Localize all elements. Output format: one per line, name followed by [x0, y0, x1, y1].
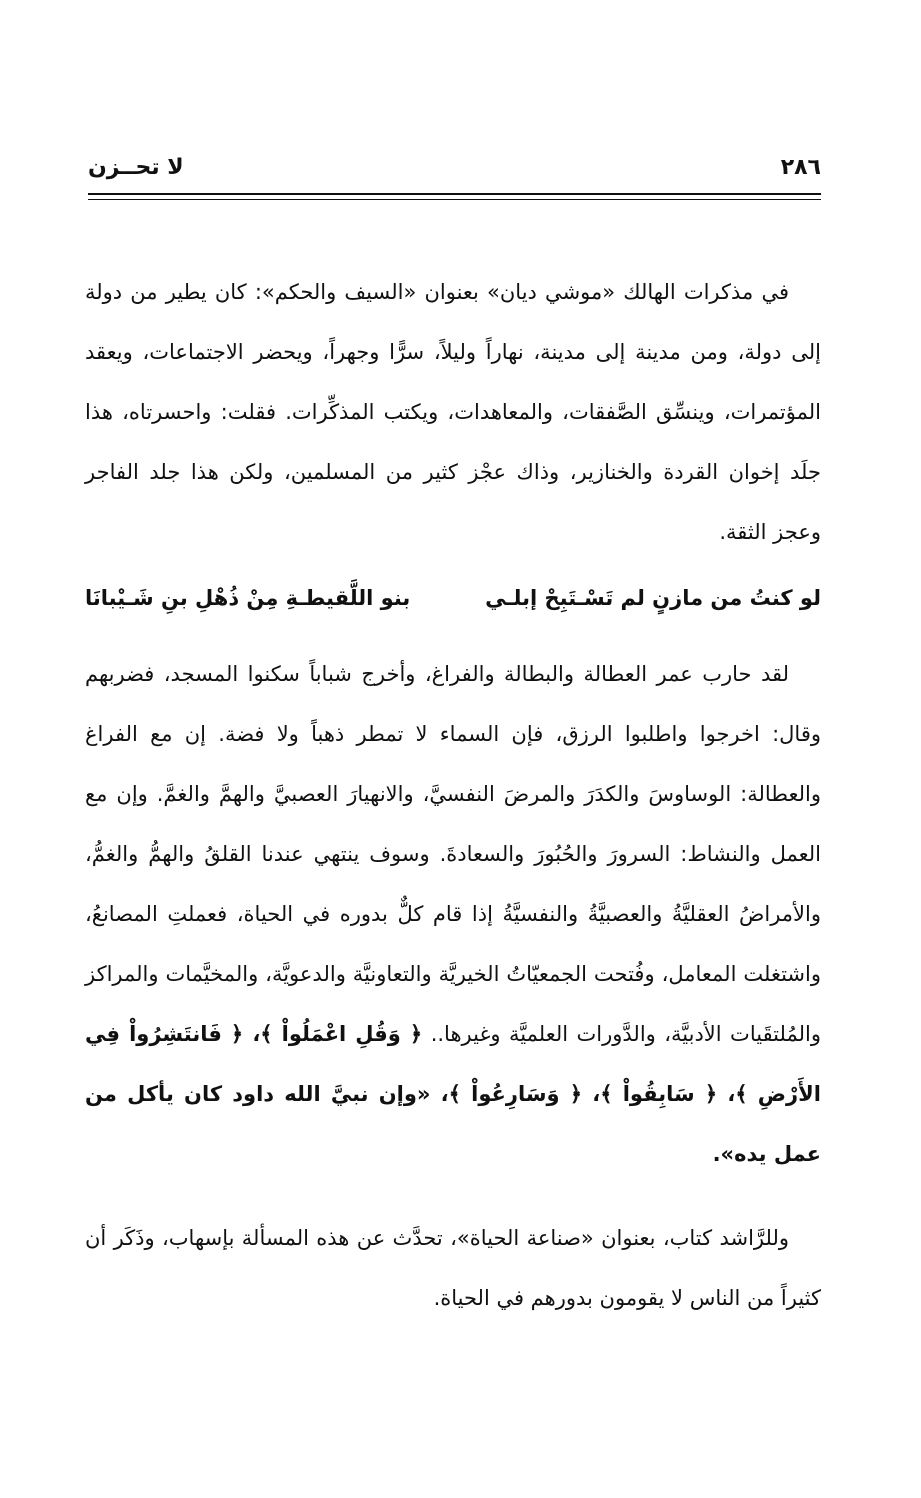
verse-hemistich-first: لو كنتُ من مازنٍ لم تَسْـتَبِحْ إبلـي — [485, 586, 821, 610]
quran-hadith-quotes: ﴿ وَقُلِ اعْمَلُواْ ﴾، ﴿ فَانتَشِرُواْ فِي الأَرْضِ ﴾، ﴿ سَابِقُواْ ﴾، ﴿ وَسَارِعُواْ ﴾، «وإن نبيَّ الله داود كان يأكل من عمل يده». — [85, 1022, 821, 1166]
header-rule-thin — [88, 199, 821, 200]
paragraph-omar-text: لقد حارب عمر العطالة والبطالة والفراغ، وأخرج شباباً سكنوا المسجد، فضربهم وقال: اخرجوا واطلبوا الرزق، فإن السماء لا تمطر ذهباً ولا فضة. إن مع الفراغ والعطالة: الوساوسَ والكدَرَ والمرضَ النفسيَّ، والانهيارَ العصبيَّ والهمَّ والغمَّ. وإن مع العمل والنشاط: السرورَ والحُبُورَ والسعادةَ. وسوف ينتهي عندنا القلقُ والهمُّ والغمُّ، والأمراضُ العقليَّةُ والعصبيَّةُ والنفسيَّةُ إذا قام كلٌّ بدوره في الحياة، فعملتِ المصانعُ، واشتغلت المعامل، وفُتحت الجمعيّاتُ الخيريَّة والتعاونيَّة والدعويَّة، والمخيَّمات والمراكز والمُلتقَيات الأدبيَّة، والدَّورات العلميَّة وغيرها.. — [85, 662, 821, 1046]
page-header — [88, 155, 821, 187]
page-body — [85, 262, 821, 1328]
verse-hemistich-second: بنو اللَّقيطـةِ مِنْ ذُهْلِ بنِ شَـيْبانَا — [85, 586, 411, 610]
paragraph-omar-idleness — [85, 644, 821, 1184]
page-number: ٢٨٦ — [780, 155, 821, 180]
book-title: لا تحــزن — [88, 155, 184, 180]
header-rule-thick — [88, 193, 821, 195]
paragraph-rashed-book: وللرَّاشد كتاب، بعنوان «صناعة الحياة»، تحدَّث عن هذه المسألة بإسهاب، وذَكَر أن كثيراً من الناس لا يقومون بدورهم في الحياة. — [85, 1226, 821, 1310]
paragraph-moshe-dayan: في مذكرات الهالك «موشي ديان» بعنوان «السيف والحكم»: كان يطير من دولة إلى دولة، ومن مدينة إلى مدينة، نهاراً وليلاً، سرًّا وجهراً، ويحضر الاجتماعات، ويعقد المؤتمرات، وينسِّق الصَّفقات، والمعاهدات، ويكتب المذكِّرات. فقلت: واحسرتاه، هذا جلَد إخوان القردة والخنازير، وذاك عجْز كثير من المسلمين، ولكن هذا جلد الفاجر وعجز الثقة. — [85, 280, 821, 544]
poetry-verse — [85, 568, 821, 628]
